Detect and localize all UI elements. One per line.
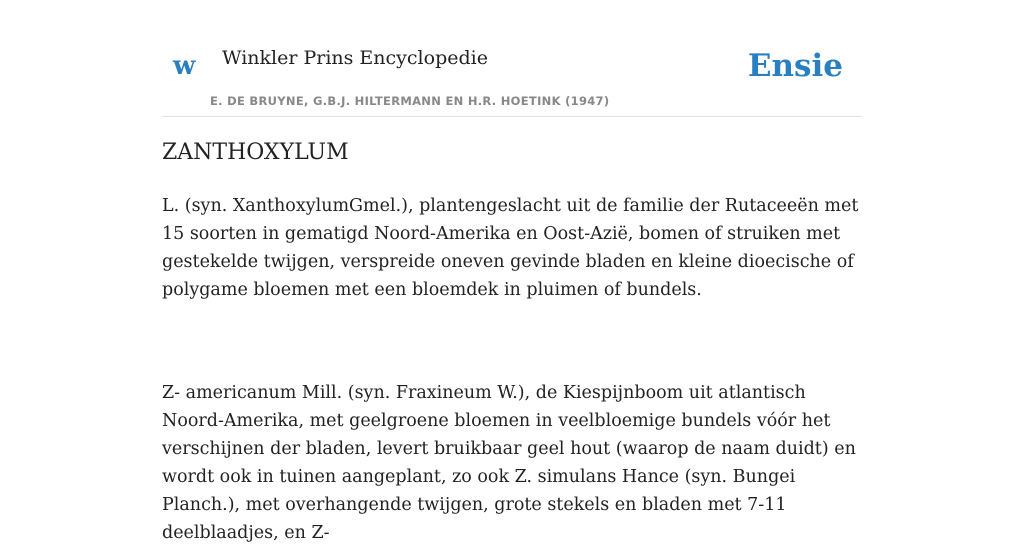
ensie-brand-logo[interactable]: Ensie bbox=[747, 48, 843, 84]
source-title[interactable]: Winkler Prins Encyclopedie bbox=[222, 47, 488, 69]
entry-title: ZANTHOXYLUM bbox=[162, 140, 349, 165]
entry-paragraph: L. (syn. XanthoxylumGmel.), plantengeslacht uit de familie der Rutaceeën met 15 soorten in gematigd Noord-Amerika en Oost-Azië, bomen of struiken met gestekelde twijgen, verspreide oneven gevinde bladen en kleine dioecische of polygame bloemen met een bloemdek in pluimen of bundels. bbox=[162, 196, 859, 300]
source-authors: E. DE BRUYNE, G.B.J. HILTERMANN EN H.R. HOETINK (1947) bbox=[210, 94, 610, 108]
site-header bbox=[162, 0, 862, 117]
source-logo-icon[interactable]: w bbox=[173, 51, 196, 81]
entry-body bbox=[162, 192, 862, 547]
entry-paragraph: Z- americanum Mill. (syn. Fraxineum W.), de Kiespijnboom uit atlantisch Noord-Amerika, met geelgroene bloemen in veelbloemige bundels vóór het verschijnen der bladen, levert bruikbaar geel hout (waarop de naam duidt) en wordt ook in tuinen aangeplant, zo ook Z. simulans Hance (syn. Bungei Planch.), met overhangende twijgen, grote stekels en bladen met 7-11 deelblaadjes, en Z- bbox=[162, 383, 856, 543]
